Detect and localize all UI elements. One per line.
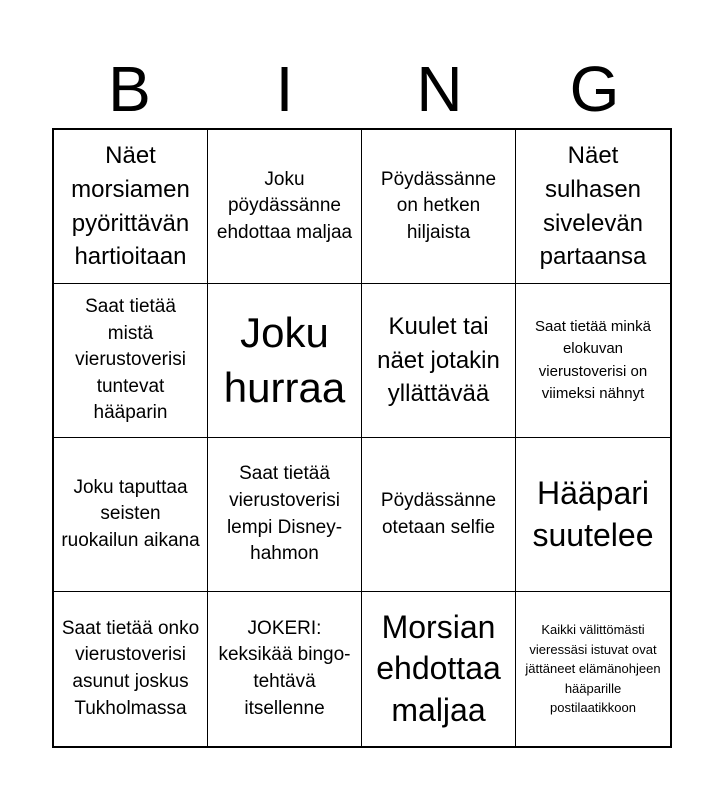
cell-text: Joku taputtaa seisten ruokailun aikana: [61, 476, 200, 551]
bingo-cell-4[interactable]: [516, 130, 670, 284]
cell-text: Morsian ehdottaa maljaa: [376, 608, 501, 728]
cell-text: Näet morsiamen pyörittävän hartioitaan: [71, 142, 190, 271]
bingo-cell-7[interactable]: [362, 284, 516, 438]
header-letter-b: B: [108, 53, 151, 125]
cell-text: Kuulet tai näet jotakin yllättävää: [377, 313, 500, 408]
cell-text: Pöydässänne otetaan selfie: [380, 489, 497, 538]
bingo-cell-13[interactable]: [54, 592, 208, 746]
bingo-cell-12[interactable]: [516, 438, 670, 592]
bingo-cell-11[interactable]: [362, 438, 516, 592]
cell-text: Hääpari suutelee: [532, 474, 654, 553]
cell-text: Saat tietää mistä vierustoverisi tuntevat hääparin: [75, 296, 186, 424]
cell-text: Saat tietää onko vierustoverisi asunut joskus Tukholmassa: [61, 617, 200, 719]
cell-text: Saat tietää vierustoverisi lempi Disney-hahmon: [226, 463, 343, 565]
bingo-cell-5[interactable]: [54, 284, 208, 438]
bingo-cell-6[interactable]: [208, 284, 362, 438]
cell-text: Saat tietää minkä elokuvan vierustoverisi on viimeksi nähnyt: [535, 317, 651, 402]
bingo-cell-10[interactable]: [208, 438, 362, 592]
bingo-grid: [52, 128, 672, 748]
bingo-cell-14[interactable]: [208, 592, 362, 746]
bingo-cell-2[interactable]: [208, 130, 362, 284]
cell-text: JOKERI: keksikää bingo-tehtävä itsellenne: [218, 617, 351, 719]
header-letter-n: N: [416, 53, 463, 125]
bingo-header: [52, 50, 672, 128]
bingo-cell-9[interactable]: [54, 438, 208, 592]
cell-text: Joku hurraa: [223, 308, 346, 411]
bingo-cell-16[interactable]: [516, 592, 670, 746]
cell-text: Näet sulhasen sivelevän partaansa: [539, 142, 647, 271]
bingo-cell-15[interactable]: [362, 592, 516, 746]
cell-text: Joku pöydässänne ehdottaa maljaa: [216, 168, 353, 243]
cell-text: Kaikki välittömästi vieressäsi istuvat ovat jättäneet elämänohjeen hääparille postilaatikkoon: [525, 622, 661, 716]
header-letter-g: G: [569, 53, 620, 125]
cell-text: Pöydässänne on hetken hiljaista: [380, 168, 497, 243]
header-letter-i: I: [275, 53, 294, 125]
bingo-cell-8[interactable]: [516, 284, 670, 438]
bingo-cell-3[interactable]: [362, 130, 516, 284]
bingo-cell-1[interactable]: [54, 130, 208, 284]
